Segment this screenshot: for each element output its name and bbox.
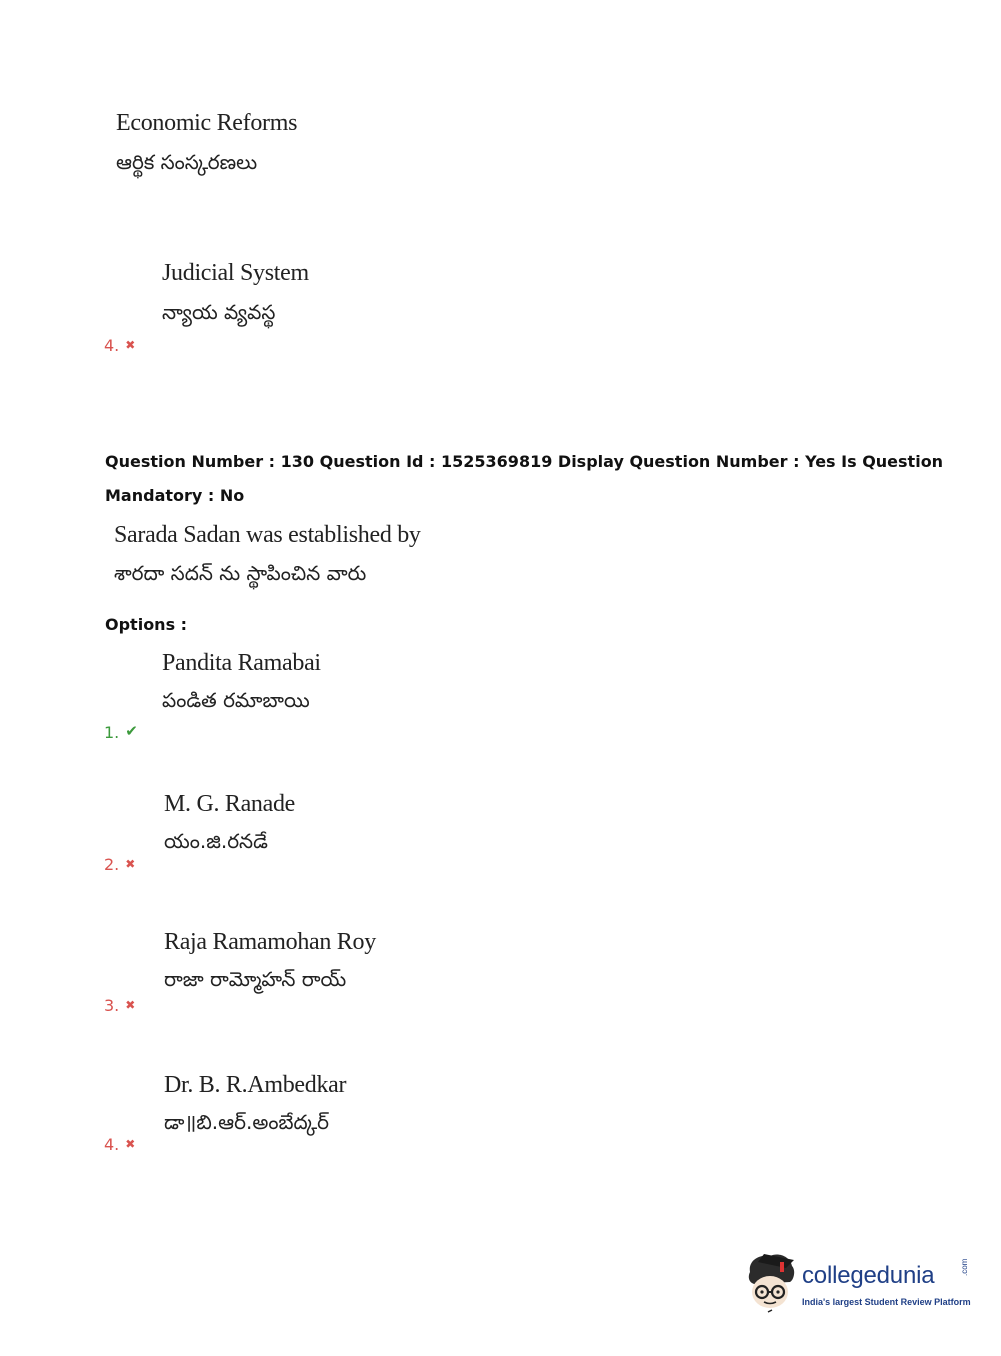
logo-tagline: India's largest Student Review Platform [802,1297,971,1307]
collegedunia-logo [742,1250,972,1320]
prev-option3-te: ఆర్థిక సంస్కరణలు [116,150,258,174]
option-3-marker [104,996,135,1015]
question-meta-line2: Mandatory : No [105,486,245,505]
option-2-en: M. G. Ranade [164,791,296,817]
option-3-te: రాజా రామ్మోహన్ రాయ్ [164,967,347,991]
prev-option4-te: న్యాయ వ్యవస్థ [162,300,276,324]
option-number-label: 4. [104,336,120,355]
prev-option3-en: Economic Reforms [116,110,298,136]
option-number-label: 2. [104,855,120,874]
student-mascot-icon [742,1250,800,1314]
cross-icon: ✖ [125,338,136,352]
logo-dotcom: .com [960,1258,969,1276]
check-icon: ✔ [125,722,138,740]
option-4-en: Dr. B. R.Ambedkar [164,1072,347,1098]
logo-wordmark: collegedunia [802,1262,935,1289]
option-number-label: 3. [104,996,120,1015]
option-1-te: పండిత రమాబాయి [162,688,310,712]
option-number-label: 4. [104,1135,120,1154]
options-label: Options : [105,615,188,634]
question-text-te: శారదా సదన్ ను స్థాపించిన వారు [114,561,367,585]
option-1-en: Pandita Ramabai [162,650,321,676]
option-4-marker [104,1135,135,1154]
question-text-en: Sarada Sadan was established by [114,522,421,548]
cross-icon: ✖ [125,998,136,1012]
option-number-label: 1. [104,723,120,742]
prev-option4-number [104,336,135,355]
cross-icon: ✖ [125,1137,136,1151]
option-4-te: డా॥బి.ఆర్.అంబేద్కర్ [164,1110,329,1134]
cross-icon: ✖ [125,857,136,871]
prev-option4-en: Judicial System [162,260,309,286]
option-3-en: Raja Ramamohan Roy [164,929,376,955]
option-1-marker [104,722,138,742]
option-2-marker [104,855,135,874]
option-2-te: యం.జి.రనడే [164,829,268,853]
question-meta-line1: Question Number : 130 Question Id : 1525369819 Display Question Number : Yes Is Question [105,452,944,471]
